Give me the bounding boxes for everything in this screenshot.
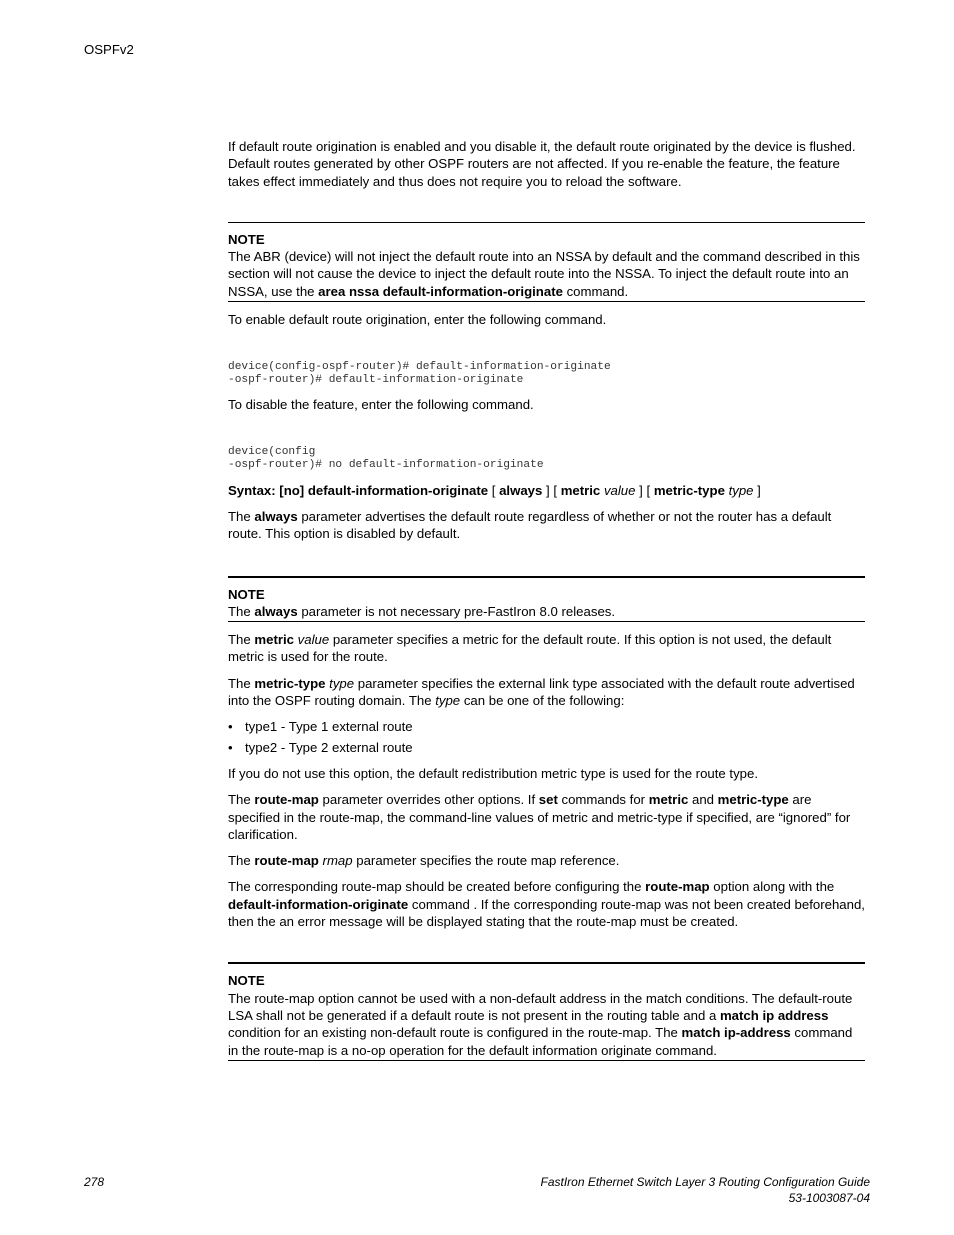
enable-instruction: To enable default route origination, enter the following command. <box>228 312 607 328</box>
metric-paragraph: The metric value parameter specifies a metric for the default route. If this option is not used, the default metric is used for the route. <box>228 632 832 665</box>
note-title: NOTE <box>228 586 265 602</box>
note-text: The ABR (device) will not inject the default route into an NSSA by default and the command described in this section will not cause the device to inject the default route into the NSSA. To inject the default route into an NSSA, use the area nssa default-information-originate command. <box>228 249 860 299</box>
no-option-paragraph: If you do not use this option, the default redistribution metric type is used for the route type. <box>228 765 758 781</box>
guide-title: FastIron Ethernet Switch Layer 3 Routing Configuration Guide <box>540 1175 870 1189</box>
corresponding-paragraph: The corresponding route-map should be created before configuring the route-map option along with the default-information-originate command . If the corresponding route-map was not been created beforehand, then the an error message will be displayed stating that the route-map must be created. <box>228 879 865 930</box>
note-title: NOTE <box>228 231 265 247</box>
code-block-enable: device(config-ospf-router)# default-information-originate -ospf-router)# default-information-originate <box>228 361 611 387</box>
rmap-paragraph: The route-map rmap parameter specifies the route map reference. <box>228 853 620 869</box>
page-content <box>228 138 865 1061</box>
note-text: The route-map option cannot be used with a non-default address in the match conditions. The default-route LSA shall not be generated if a default route is not present in the routing table and a match ip address condition for an existing non-default route is configured in the route-map. The match ip-address command in the route-map is a no-op operation for the default information originate command. <box>228 990 853 1058</box>
code-block-disable: device(config -ospf-router)# no default-information-originate <box>228 445 544 471</box>
intro-paragraph: If default route origination is enabled and you disable it, the default route originated by the device is flushed. Default routes generated by other OSPF routers are not affected. If you re-enable the feature, the feature takes effect immediately and thus does not require you to reload the software. <box>228 139 856 189</box>
note-title: NOTE <box>228 973 265 989</box>
doc-number: 53-1003087-04 <box>788 1190 870 1205</box>
metric-type-list <box>228 718 865 756</box>
always-paragraph: The always parameter advertises the default route regardless of whether or not the router has a default route. This option is disabled by default. <box>228 508 832 542</box>
disable-instruction: To disable the feature, enter the following command. <box>228 397 534 413</box>
list-item: • type1 - Type 1 external route <box>228 718 865 735</box>
page-number: 278 <box>84 1175 105 1189</box>
syntax-line: Syntax: [no] default-information-originate [ always ] [ metric value ] [ metric-type type ] <box>228 482 761 498</box>
footer-doc-info <box>540 1175 870 1206</box>
note-box-always <box>228 576 865 623</box>
note-text: The always parameter is not necessary pre-FastIron 8.0 releases. <box>228 603 616 619</box>
running-header: OSPFv2 <box>84 42 134 57</box>
metric-type-paragraph: The metric-type type parameter specifies the external link type associated with the default route advertised into the OSPF routing domain. The type can be one of the following: <box>228 675 855 709</box>
note-box-nssa <box>228 222 865 302</box>
list-item: • type2 - Type 2 external route <box>228 739 865 756</box>
route-map-paragraph: The route-map parameter overrides other options. If set commands for metric and metric-type are specified in the route-map, the command-line values of metric and metric-type if specified, are “ignored” for clarification. <box>228 792 851 842</box>
note-box-route-map <box>228 962 865 1060</box>
